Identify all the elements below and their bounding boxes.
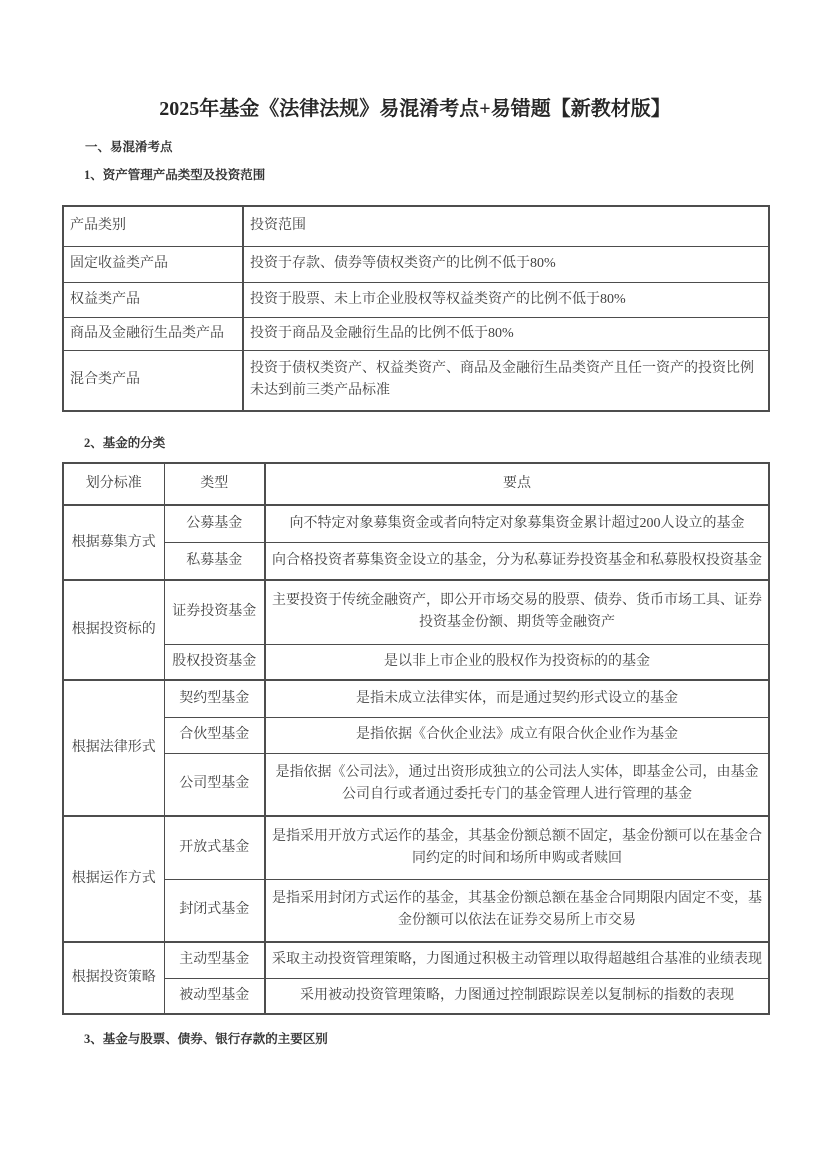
section-heading-mixed-points: 一、易混淆考点 [85, 140, 173, 154]
investment-scope-cell: 投资于债权类资产、权益类资产、商品及金融衍生品类资产且任一资产的投资比例未达到前三类产品标准 [243, 350, 769, 411]
investment-scope-cell: 投资于商品及金融衍生品的比例不低于80% [243, 317, 769, 350]
table-row [63, 879, 769, 942]
table-header-row [63, 206, 769, 246]
fund-type-cell: 合伙型基金 [164, 717, 265, 753]
table-row [63, 753, 769, 816]
fund-type-cell: 开放式基金 [164, 816, 265, 879]
subsection-heading-fund-classification: 2、基金的分类 [84, 436, 166, 450]
points-cell: 是指未成立法律实体，而是通过契约形式设立的基金 [265, 680, 769, 717]
points-cell: 主要投资于传统金融资产，即公开市场交易的股票、债券、货币市场工具、证券投资基金份额、期货等金融资产 [265, 580, 769, 644]
product-category-cell: 混合类产品 [63, 350, 243, 411]
criterion-cell: 根据募集方式 [63, 505, 164, 580]
product-category-cell: 权益类产品 [63, 282, 243, 317]
points-cell: 是以非上市企业的股权作为投资标的的基金 [265, 644, 769, 680]
points-cell: 是指采用封闭方式运作的基金，其基金份额总额在基金合同期限内固定不变，基金份额可以依法在证券交易所上市交易 [265, 879, 769, 942]
table-row [63, 717, 769, 753]
column-header-points: 要点 [265, 463, 769, 505]
criterion-cell: 根据运作方式 [63, 816, 164, 942]
subsection-heading-product-scope: 1、资产管理产品类型及投资范围 [84, 168, 266, 182]
table-row [63, 282, 769, 317]
product-category-cell: 商品及金融衍生品类产品 [63, 317, 243, 350]
investment-scope-cell: 投资于存款、债券等债权类资产的比例不低于80% [243, 246, 769, 282]
points-cell: 向合格投资者募集资金设立的基金，分为私募证券投资基金和私募股权投资基金 [265, 542, 769, 580]
fund-type-cell: 股权投资基金 [164, 644, 265, 680]
fund-type-cell: 公募基金 [164, 505, 265, 542]
points-cell: 采用被动投资管理策略，力图通过控制跟踪误差以复制标的指数的表现 [265, 978, 769, 1014]
points-cell: 是指采用开放方式运作的基金，其基金份额总额不固定，基金份额可以在基金合同约定的时间和场所申购或者赎回 [265, 816, 769, 879]
table-row [63, 644, 769, 680]
table-row [63, 505, 769, 542]
table-row [63, 580, 769, 644]
points-cell: 采取主动投资管理策略，力图通过积极主动管理以取得超越组合基准的业绩表现 [265, 942, 769, 978]
fund-type-cell: 公司型基金 [164, 753, 265, 816]
fund-type-cell: 封闭式基金 [164, 879, 265, 942]
table-row [63, 317, 769, 350]
table-row [63, 680, 769, 717]
column-header-type: 类型 [164, 463, 265, 505]
table-row [63, 542, 769, 580]
points-cell: 是指依据《合伙企业法》成立有限合伙企业作为基金 [265, 717, 769, 753]
column-header-investment-scope: 投资范围 [243, 206, 769, 246]
criterion-cell: 根据投资策略 [63, 942, 164, 1014]
fund-type-cell: 被动型基金 [164, 978, 265, 1014]
column-header-criterion: 划分标准 [63, 463, 164, 505]
fund-classification-table [62, 462, 770, 1015]
points-cell: 向不特定对象募集资金或者向特定对象募集资金累计超过200人设立的基金 [265, 505, 769, 542]
fund-type-cell: 证券投资基金 [164, 580, 265, 644]
fund-type-cell: 私募基金 [164, 542, 265, 580]
fund-type-cell: 契约型基金 [164, 680, 265, 717]
table-row [63, 816, 769, 879]
table-row [63, 246, 769, 282]
product-category-cell: 固定收益类产品 [63, 246, 243, 282]
table-row [63, 942, 769, 978]
product-scope-table [62, 205, 770, 412]
points-cell: 是指依据《公司法》，通过出资形成独立的公司法人实体，即基金公司，由基金公司自行或者通过委托专门的基金管理人进行管理的基金 [265, 753, 769, 816]
criterion-cell: 根据法律形式 [63, 680, 164, 816]
investment-scope-cell: 投资于股票、未上市企业股权等权益类资产的比例不低于80% [243, 282, 769, 317]
column-header-product-category: 产品类别 [63, 206, 243, 246]
fund-type-cell: 主动型基金 [164, 942, 265, 978]
table-row [63, 350, 769, 411]
document-title: 2025年基金《法律法规》易混淆考点+易错题【新教材版】 [159, 98, 671, 120]
subsection-heading-fund-vs-others: 3、基金与股票、债券、银行存款的主要区别 [84, 1032, 328, 1046]
table-row [63, 978, 769, 1014]
criterion-cell: 根据投资标的 [63, 580, 164, 680]
table-header-row [63, 463, 769, 505]
